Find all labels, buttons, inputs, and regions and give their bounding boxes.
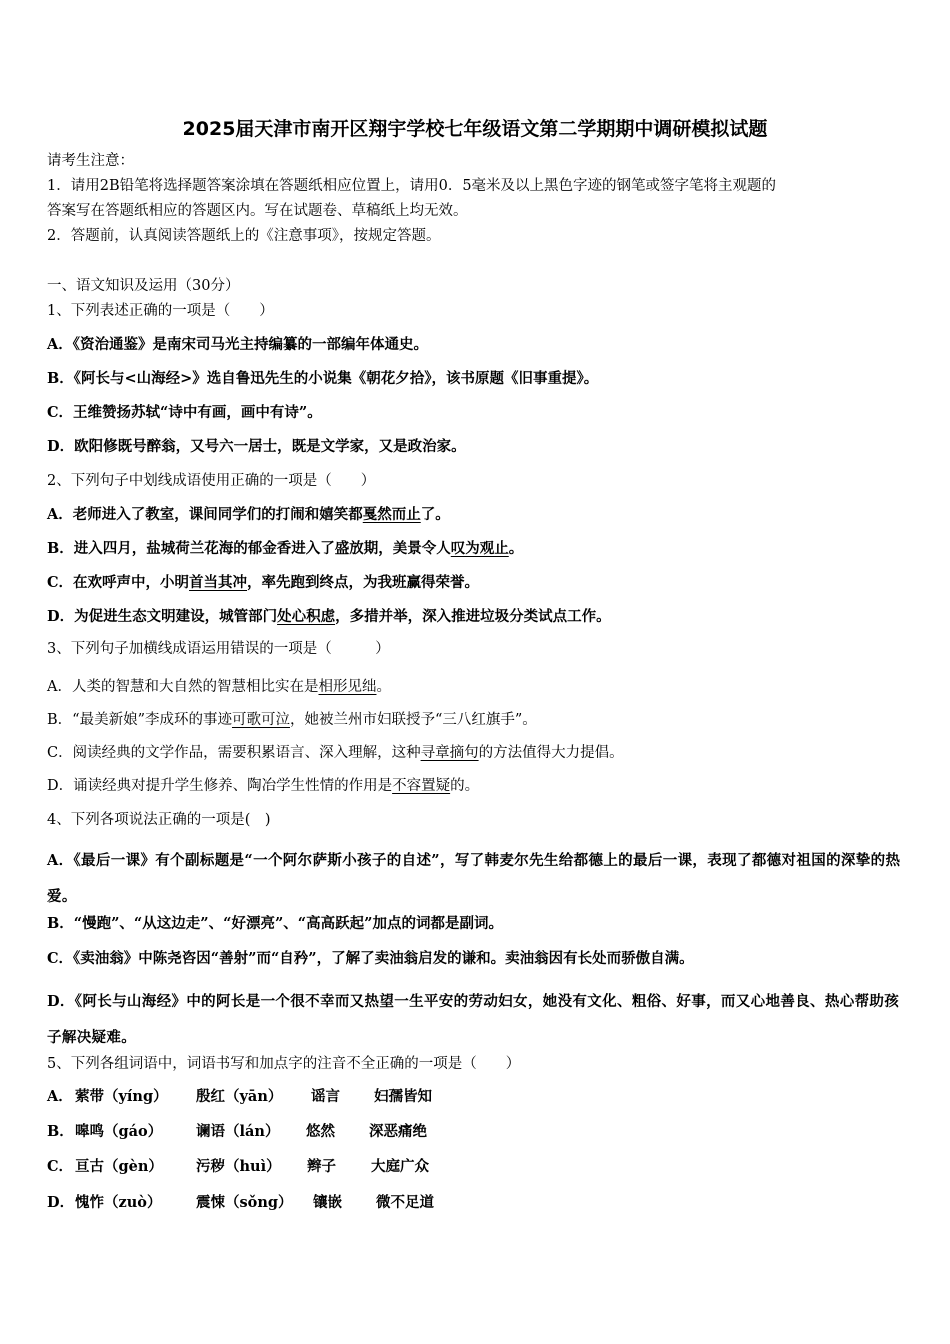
option-label: C． bbox=[47, 1158, 74, 1175]
word-2: 殷红（yān） bbox=[196, 1088, 283, 1105]
word-3: 镶嵌 bbox=[313, 1194, 342, 1211]
q3-option-d: D．诵读经典对提升学生修养、陶冶学生性情的作用是不容置疑的。 bbox=[47, 778, 480, 794]
notice-heading: 请考生注意： bbox=[47, 153, 134, 169]
word-4: 大庭广众 bbox=[371, 1158, 429, 1175]
q1-option-d: D．欧阳修既号醉翁，又号六一居士，既是文学家，又是政治家。 bbox=[47, 438, 466, 455]
word-1: 萦带（yíng） bbox=[75, 1088, 168, 1105]
question-4-stem: 4、下列各项说法正确的一项是( ) bbox=[47, 812, 271, 828]
question-3-stem: 3、下列句子加横线成语运用错误的一项是（ ） bbox=[47, 641, 390, 657]
q1-option-c: C．王维赞扬苏轼“诗中有画，画中有诗”。 bbox=[47, 404, 322, 421]
q3-option-a: A．人类的智慧和大自然的智慧相比实在是相形见绌。 bbox=[47, 679, 391, 695]
section-heading: 一、语文知识及运用（30分） bbox=[47, 278, 240, 294]
underlined-idiom: 叹为观止 bbox=[450, 540, 509, 557]
q5-option-c bbox=[47, 1157, 467, 1177]
option-label: A． bbox=[47, 1088, 73, 1105]
q2-option-d: D．为促进生态文明建设，城管部门处心积虑，多措并举，深入推进垃圾分类试点工作。 bbox=[47, 608, 611, 625]
question-1-stem: 1、下列表述正确的一项是（ ） bbox=[47, 303, 274, 319]
underlined-idiom: 首当其冲 bbox=[189, 574, 248, 591]
word-2: 污秽（huì） bbox=[196, 1158, 281, 1175]
q4-option-c: C．《卖油翁》中陈尧咨因“善射”而“自矜”，了解了卖油翁启发的谦和。卖油翁因有长处而骄傲自满。 bbox=[47, 950, 694, 967]
word-3: 辫子 bbox=[307, 1158, 336, 1175]
question-5-stem: 5、下列各组词语中，词语书写和加点字的注音不全正确的一项是（ ） bbox=[47, 1056, 521, 1072]
word-2: 谰语（lán） bbox=[196, 1123, 280, 1140]
q5-option-d bbox=[47, 1193, 467, 1213]
word-1: 亘古（gèn） bbox=[75, 1158, 163, 1175]
option-label: B． bbox=[47, 1123, 74, 1140]
option-label: D． bbox=[47, 1194, 75, 1211]
underlined-idiom: 戛然而止 bbox=[362, 506, 421, 523]
q5-option-a bbox=[47, 1087, 467, 1107]
underlined-idiom: 处心积虑 bbox=[277, 608, 336, 625]
question-2-stem: 2、下列句子中划线成语使用正确的一项是（ ） bbox=[47, 473, 376, 489]
q4-option-d: D．《阿长与山海经》中的阿长是一个很不幸而又热望一生平安的劳动妇女，她没有文化、粗俗、好事，而又心地善良、热心帮助孩子解决疑难。 bbox=[47, 993, 900, 1046]
word-1: 嗥鸣（gáo） bbox=[75, 1123, 163, 1140]
word-4: 微不足道 bbox=[376, 1194, 434, 1211]
underlined-idiom: 不容置疑 bbox=[392, 778, 451, 794]
q3-option-c: C．阅读经典的文学作品，需要积累语言、深入理解，这种寻章摘句的方法值得大力提倡。 bbox=[47, 745, 624, 761]
q1-option-b: B．《阿长与<山海经>》选自鲁迅先生的小说集《朝花夕拾》，该书原题《旧事重提》。 bbox=[47, 370, 599, 387]
page-title: 2025届天津市南开区翔宇学校七年级语文第二学期期中调研模拟试题 bbox=[182, 118, 768, 140]
word-4: 深恶痛绝 bbox=[369, 1123, 427, 1140]
notice-item-1a: 1．请用2B铅笔将选择题答案涂填在答题纸相应位置上，请用0．5毫米及以上黑色字迹的钢笔或签字笔将主观题的 bbox=[47, 178, 777, 194]
underlined-idiom: 可歌可泣 bbox=[231, 712, 290, 728]
word-1: 愧怍（zuò） bbox=[75, 1194, 162, 1211]
q4-option-a: A．《最后一课》有个副标题是“一个阿尔萨斯小孩子的自述”，写了韩麦尔先生给都德上的最后一课，表现了都德对祖国的深挚的热爱。 bbox=[47, 852, 901, 905]
underlined-idiom: 相形见绌 bbox=[318, 679, 377, 695]
q1-option-a: A．《资治通鉴》是南宋司马光主持编纂的一部编年体通史。 bbox=[47, 336, 428, 353]
q2-option-a: A．老师进入了教室，课间同学们的打闹和嬉笑都戛然而止了。 bbox=[47, 506, 450, 523]
word-2: 震悚（sǒng） bbox=[196, 1194, 293, 1211]
word-3: 悠然 bbox=[306, 1123, 335, 1140]
notice-item-1b: 答案写在答题纸相应的答题区内。写在试题卷、草稿纸上均无效。 bbox=[47, 203, 468, 219]
q4-option-b: B．“慢跑”、“从这边走”、“好漂亮”、“高高跃起”加点的词都是副词。 bbox=[47, 915, 503, 932]
notice-item-2: 2．答题前，认真阅读答题纸上的《注意事项》，按规定答题。 bbox=[47, 228, 441, 244]
q2-option-b: B．进入四月，盐城荷兰花海的郁金香进入了盛放期，美景令人叹为观止。 bbox=[47, 540, 524, 557]
underlined-idiom: 寻章摘句 bbox=[420, 745, 479, 761]
word-4: 妇孺皆知 bbox=[374, 1088, 432, 1105]
q2-option-c: C．在欢呼声中，小明首当其冲，率先跑到终点，为我班赢得荣誉。 bbox=[47, 574, 480, 591]
q3-option-b: B．“最美新娘”李成环的事迹可歌可泣，她被兰州市妇联授予“三八红旗手”。 bbox=[47, 712, 537, 728]
word-3: 谣言 bbox=[311, 1088, 340, 1105]
q5-option-b bbox=[47, 1122, 467, 1142]
